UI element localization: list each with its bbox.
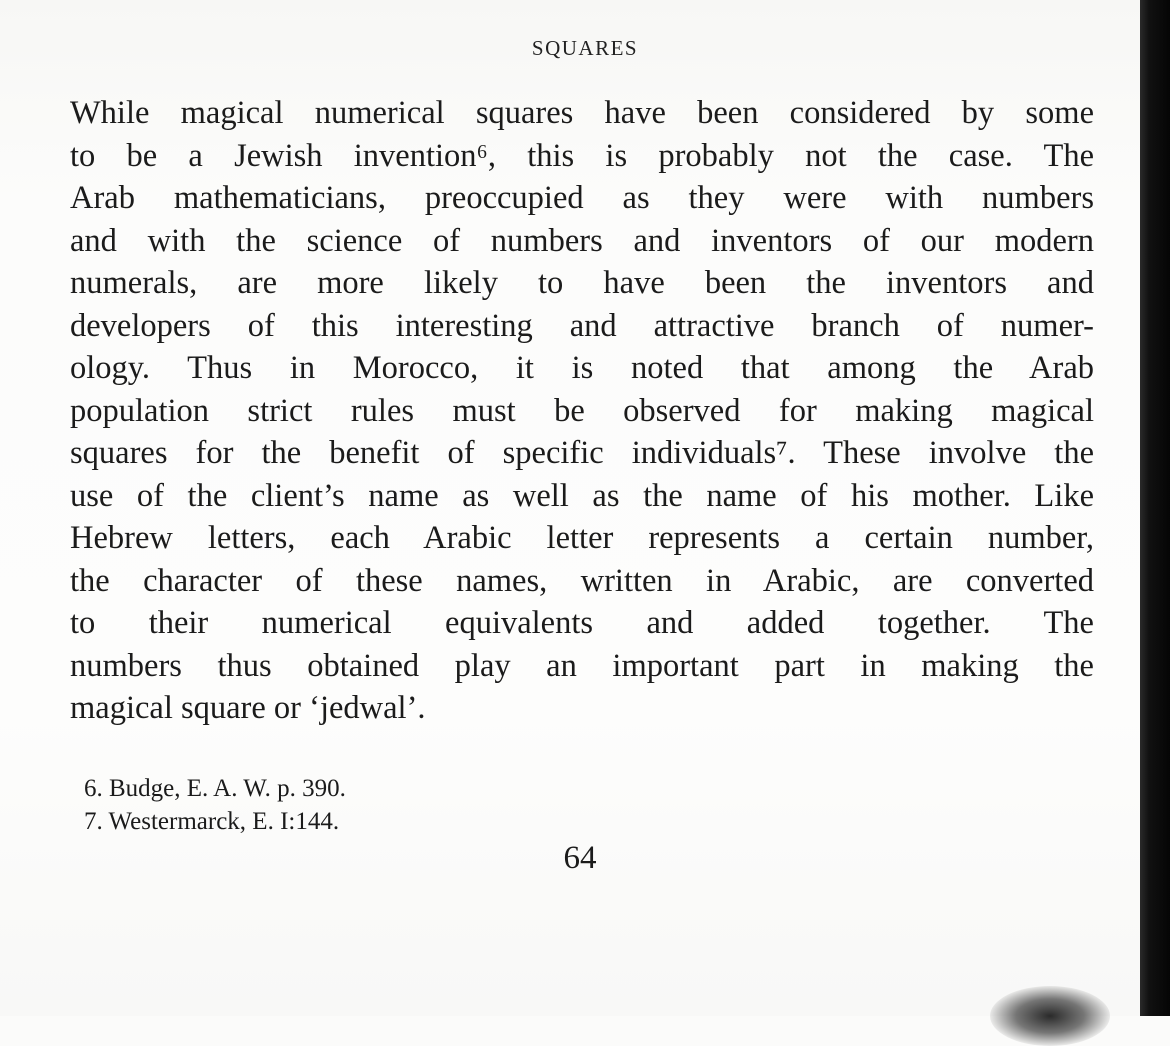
paragraph-line: population strict rules must be observed for making magical (70, 392, 1094, 429)
body-paragraph (70, 92, 1094, 730)
paragraph-line: to their numerical equivalents and added together. The (70, 605, 1094, 641)
finger-shadow (990, 986, 1110, 1046)
page-number: 64 (563, 840, 597, 876)
paragraph-line: While magical numerical squares have been considered by some (70, 95, 1094, 131)
footnotes (84, 772, 684, 838)
running-head: SQUARES (531, 36, 639, 60)
paragraph-line: Arab mathematicians, preoccupied as they were with numbers (70, 180, 1094, 216)
paragraph-line: ology. Thus in Morocco, it is noted that among the Arab (70, 350, 1094, 386)
footnote-6: 6. Budge, E. A. W. p. 390. (84, 775, 346, 802)
paragraph-line: use of the client’s name as well as the name of his mother. Like (70, 477, 1094, 514)
paragraph-line: developers of this interesting and attractive branch of numer- (70, 307, 1094, 344)
footnote-7: 7. Westermarck, E. I:144. (84, 808, 340, 835)
paragraph-line: numbers thus obtained play an important part in making the (70, 647, 1094, 684)
paragraph-line: numerals, are more likely to have been the inventors and (70, 265, 1094, 301)
book-spine-edge (1140, 0, 1170, 1016)
paragraph-line: magical square or ‘jedwal’. (70, 690, 426, 726)
paragraph-line: and with the science of numbers and inventors of our modern (70, 222, 1094, 259)
paragraph-line: Hebrew letters, each Arabic letter represents a certain number, (70, 520, 1094, 556)
paragraph-line: to be a Jewish invention⁶, this is probably not the case. The (70, 137, 1094, 174)
paragraph-line: squares for the benefit of specific individuals⁷. These involve the (70, 435, 1094, 471)
paragraph-line: the character of these names, written in Arabic, are converted (70, 562, 1094, 599)
